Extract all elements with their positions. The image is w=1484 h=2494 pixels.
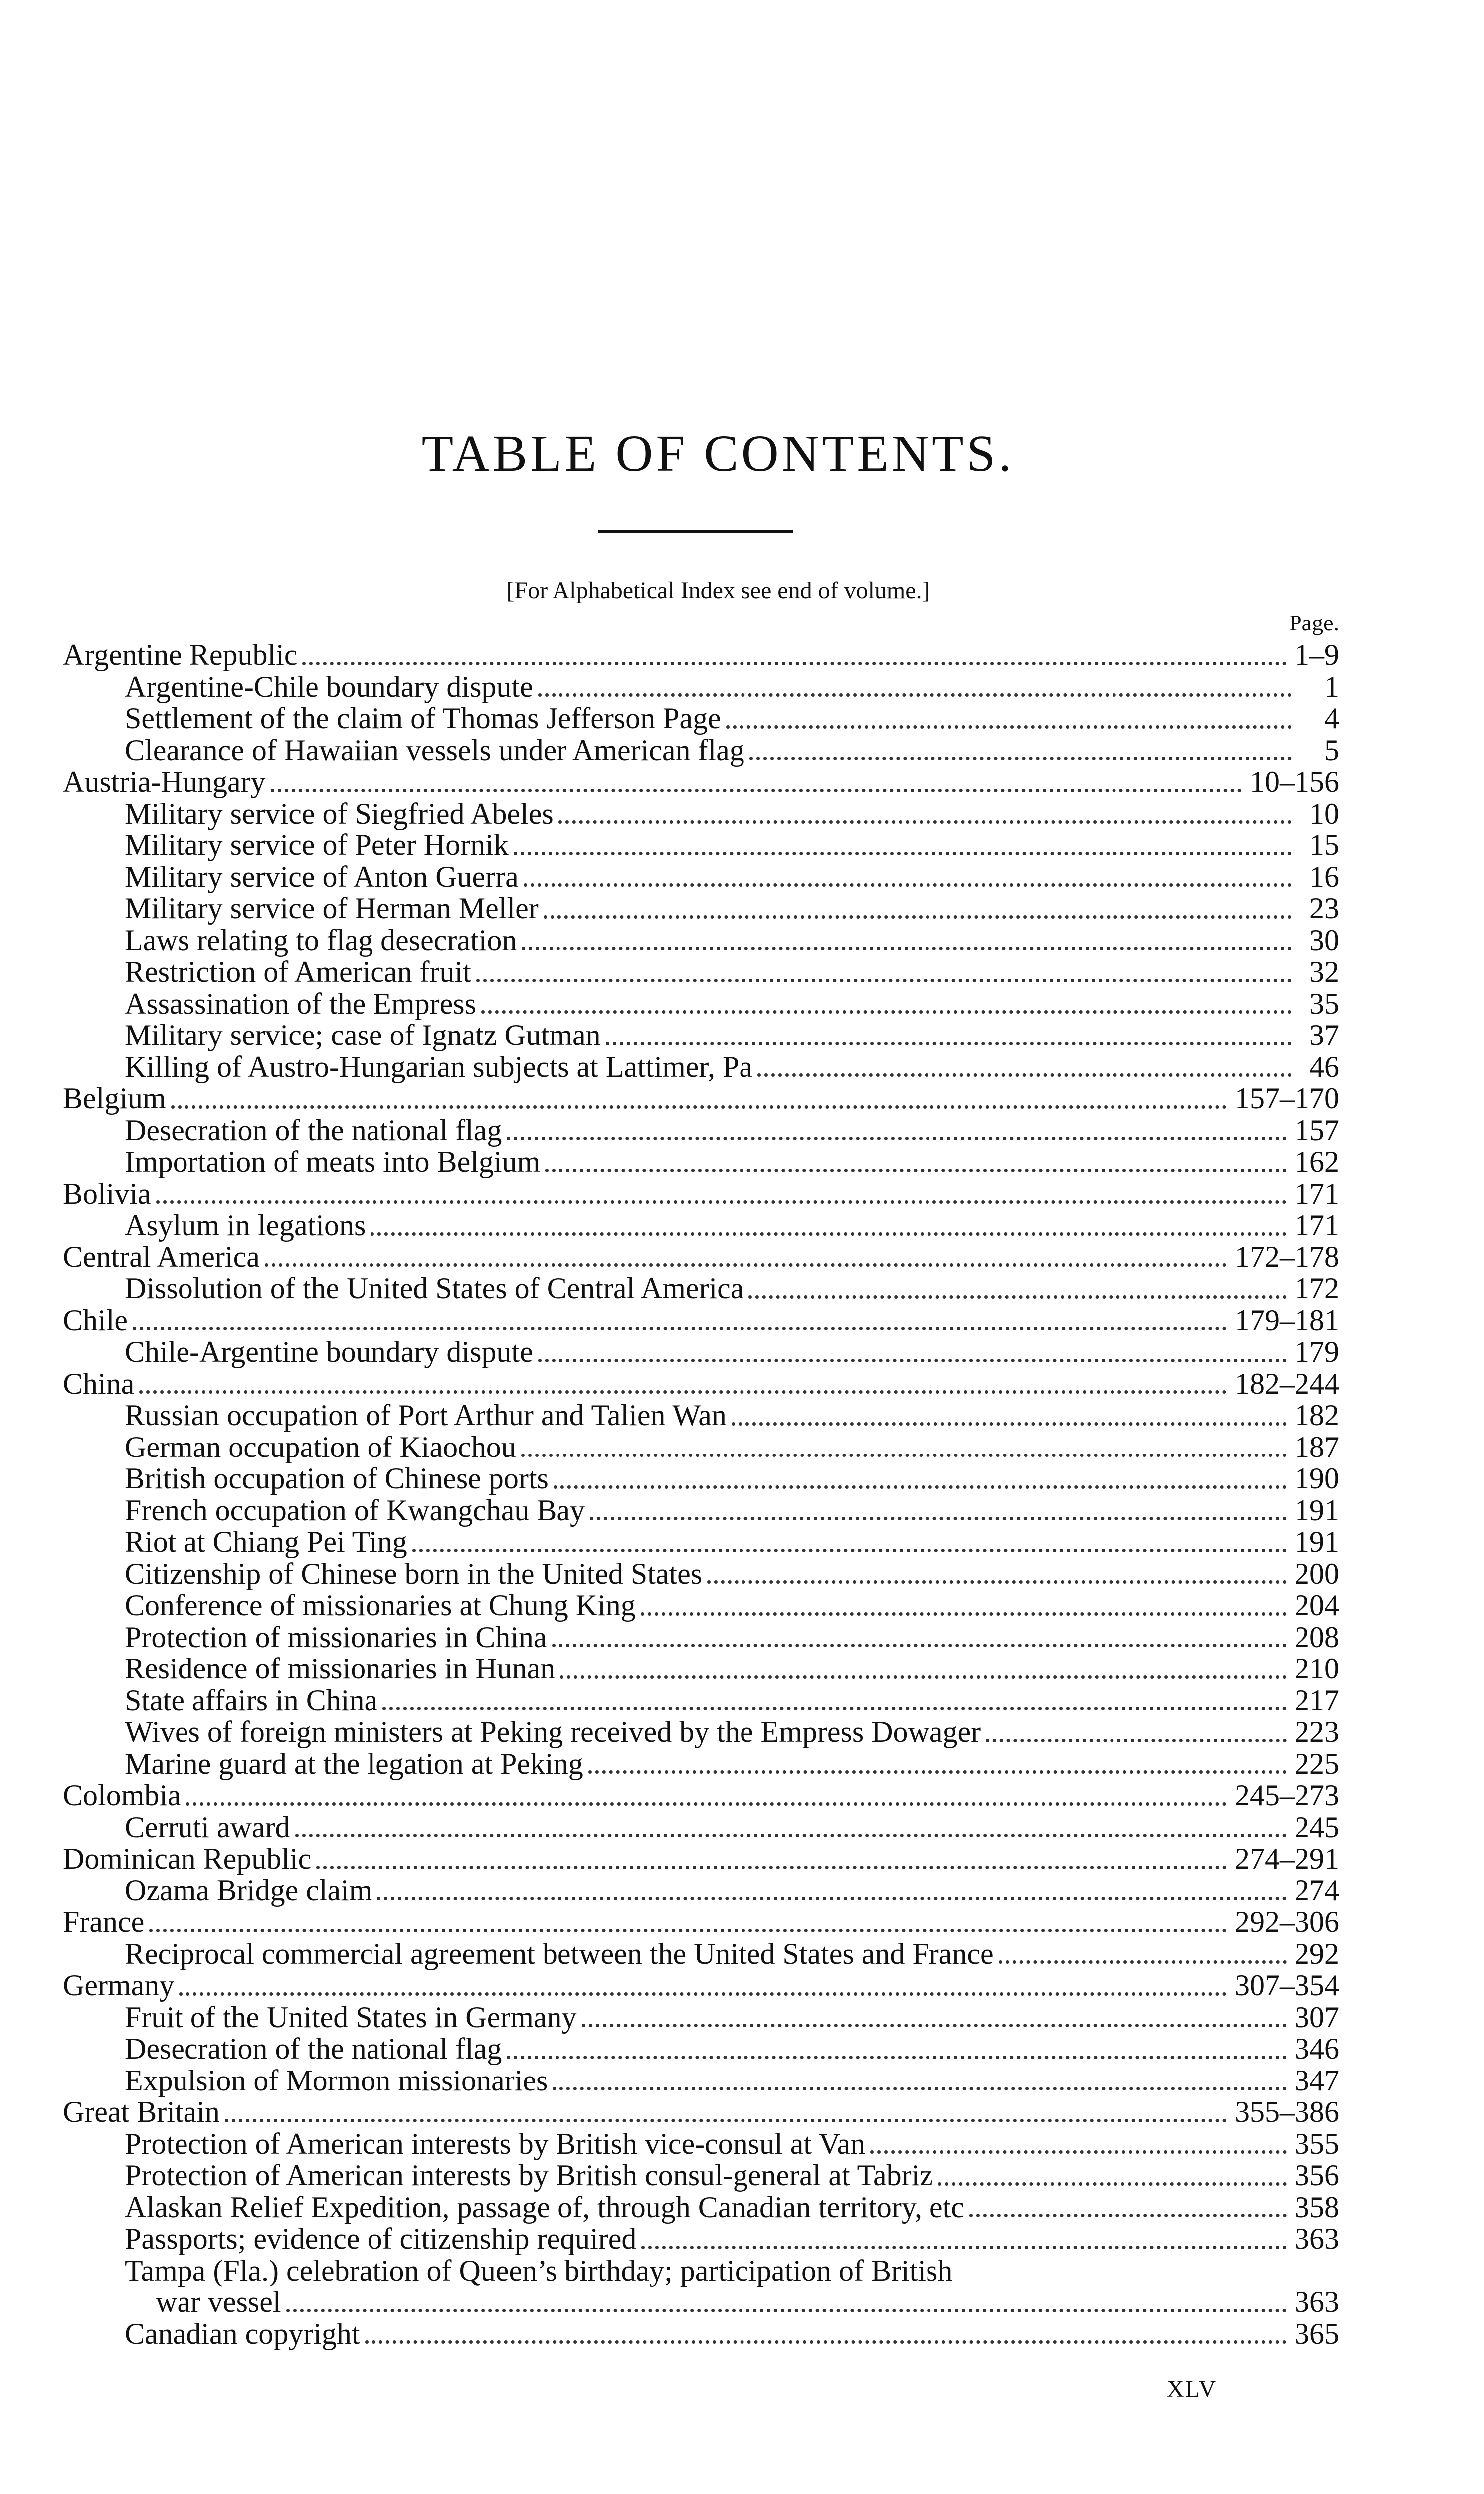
dot-leader <box>139 1390 1227 1394</box>
toc-subentry <box>63 861 1339 893</box>
dot-leader <box>641 2246 1287 2249</box>
entry-label: Military service; case of Ignatz Gutman <box>125 1019 601 1051</box>
entry-page-number: 245–273 <box>1235 1779 1339 1812</box>
toc-entry <box>63 1242 1339 1273</box>
dot-leader <box>507 2056 1287 2059</box>
entry-page-number: 245 <box>1295 1810 1339 1844</box>
dot-leader <box>382 1707 1287 1710</box>
page-title: TABLE OF CONTENTS. <box>421 425 1015 482</box>
entry-label: Settlement of the claim of Thomas Jefferson Page <box>125 702 721 735</box>
entry-page-number: 208 <box>1295 1620 1339 1654</box>
dot-leader <box>986 1739 1287 1742</box>
entry-page-number: 157 <box>1295 1113 1339 1147</box>
entry-label: Restriction of American fruit <box>125 955 471 988</box>
dot-leader <box>582 2024 1287 2027</box>
dot-leader <box>371 1232 1287 1236</box>
dot-leader <box>156 1200 1287 1204</box>
entry-label: Passports; evidence of citizenship required <box>125 2222 637 2255</box>
toc-subentry <box>63 830 1339 861</box>
entry-label: Great Britain <box>63 2095 220 2128</box>
dot-leader <box>558 820 1292 824</box>
entry-page-number: 172 <box>1295 1272 1339 1305</box>
toc-subentry <box>63 1526 1339 1558</box>
dot-leader <box>286 2309 1287 2312</box>
entry-page-number: 35 <box>1309 987 1339 1020</box>
toc-subentry <box>63 1020 1339 1051</box>
entry-page-number: 37 <box>1309 1019 1339 1051</box>
entry-page-number: 355–386 <box>1235 2095 1339 2128</box>
toc-subentry <box>63 2128 1339 2160</box>
toc-entry <box>63 1368 1339 1400</box>
toc-subentry <box>63 1812 1339 1844</box>
dot-leader <box>545 1169 1287 1172</box>
entry-page-number: 179–181 <box>1235 1303 1339 1337</box>
toc-subentry <box>63 1622 1339 1654</box>
toc-subentry <box>63 703 1339 735</box>
toc-entry <box>63 639 1339 671</box>
toc-subentry <box>63 1273 1339 1305</box>
entry-label: Austria-Hungary <box>63 765 266 798</box>
entry-label: Military service of Peter Hornik <box>125 829 509 861</box>
entry-page-number: 346 <box>1295 2032 1339 2065</box>
dot-leader <box>732 1422 1287 1426</box>
dot-leader <box>554 1485 1287 1489</box>
toc-entry <box>63 1083 1339 1115</box>
toc-subentry <box>63 1653 1339 1685</box>
toc-subentry <box>63 1051 1339 1083</box>
entry-label: French occupation of Kwangchau Bay <box>125 1493 585 1527</box>
dot-leader <box>316 1866 1227 1869</box>
entry-label: Reciprocal commercial agreement between the United States and France <box>125 1937 994 1970</box>
entry-page-number: 292–306 <box>1235 1905 1339 1938</box>
toc-subentry <box>63 1716 1339 1748</box>
entry-page-number: 46 <box>1309 1050 1339 1083</box>
entry-page-number: 10–156 <box>1250 765 1339 798</box>
dot-leader <box>748 1295 1287 1299</box>
entry-label: Dissolution of the United States of Central America <box>125 1272 744 1305</box>
dot-leader <box>476 979 1292 982</box>
entry-label: Laws relating to flag desecration <box>125 923 517 957</box>
entry-label: Residence of missionaries in Hunan <box>125 1652 556 1685</box>
entry-label: Argentine Republic <box>63 638 298 671</box>
dot-leader <box>522 947 1292 950</box>
entry-page-number: 182–244 <box>1235 1367 1339 1400</box>
entry-label: Fruit of the United States in Germany <box>125 2000 577 2034</box>
entry-label: Military service of Anton Guerra <box>125 860 519 893</box>
index-note: [For Alphabetical Index see end of volume.] <box>506 577 930 604</box>
entry-page-number: 363 <box>1295 2222 1339 2255</box>
toc-entry <box>63 1780 1339 1812</box>
toc-subentry <box>63 1495 1339 1527</box>
entry-page-number: 4 <box>1324 702 1339 735</box>
contents-list <box>63 639 1339 2350</box>
entry-page-number: 15 <box>1309 829 1339 861</box>
dot-leader <box>606 1042 1292 1045</box>
entry-label: Alaskan Relief Expedition, passage of, through Canadian territory, etc <box>125 2190 964 2224</box>
toc-subentry <box>63 1146 1339 1178</box>
dot-leader <box>757 1073 1292 1077</box>
dot-leader <box>265 1263 1227 1267</box>
dot-leader <box>365 2340 1287 2344</box>
toc-subentry <box>63 1210 1339 1242</box>
entry-label: Citizenship of Chinese born in the United States <box>125 1557 703 1590</box>
entry-label: Assassination of the Empress <box>125 987 476 1020</box>
entry-page-number: 307–354 <box>1235 1969 1339 2002</box>
toc-subentry <box>63 925 1339 957</box>
entry-label: Clearance of Hawaiian vessels under American flag <box>125 733 744 767</box>
toc-subentry <box>63 1748 1339 1780</box>
entry-label: Importation of meats into Belgium <box>125 1145 541 1178</box>
toc-subentry <box>63 2223 1339 2255</box>
entry-page-number: 347 <box>1295 2064 1339 2097</box>
toc-subentry <box>63 1115 1339 1147</box>
dot-leader <box>560 1675 1287 1679</box>
entry-page-number: 355 <box>1295 2127 1339 2160</box>
entry-label: Chile-Argentine boundary dispute <box>125 1335 533 1368</box>
toc-entry <box>63 1970 1339 2002</box>
entry-label: Protection of American interests by British consul-general at Tabriz <box>125 2159 933 2192</box>
toc-subentry <box>63 1590 1339 1622</box>
entry-page-number: 200 <box>1295 1557 1339 1590</box>
entry-page-number: 23 <box>1309 892 1339 925</box>
entry-label: Colombia <box>63 1779 181 1812</box>
entry-label: Argentine-Chile boundary dispute <box>125 670 533 703</box>
toc-subentry <box>63 1938 1339 1970</box>
dot-leader <box>302 662 1287 665</box>
toc-subentry <box>63 1875 1339 1907</box>
dot-leader <box>412 1549 1287 1552</box>
page-column-heading: Page. <box>1289 610 1339 635</box>
dot-leader <box>641 1612 1287 1616</box>
toc-subentry <box>63 2002 1339 2034</box>
dot-leader <box>938 2182 1287 2186</box>
entry-page-number: 171 <box>1295 1209 1339 1242</box>
dot-leader <box>481 1010 1292 1014</box>
toc-subentry <box>63 1400 1339 1432</box>
entry-label: Ozama Bridge claim <box>125 1873 372 1907</box>
toc-subentry <box>63 2065 1339 2097</box>
toc-entry <box>63 1305 1339 1337</box>
dot-leader <box>553 2087 1287 2090</box>
toc-subentry <box>63 2160 1339 2192</box>
toc-subentry <box>63 1685 1339 1717</box>
entry-page-number: 191 <box>1295 1525 1339 1558</box>
entry-continuation <box>125 2286 1339 2318</box>
dot-leader <box>271 789 1242 792</box>
toc-subentry <box>63 2318 1339 2350</box>
entry-label: France <box>63 1905 145 1938</box>
entry-page-number: 292 <box>1295 1937 1339 1970</box>
entry-label: Marine guard at the legation at Peking <box>125 1747 583 1780</box>
dot-leader <box>507 1137 1287 1140</box>
dot-leader <box>707 1580 1287 1584</box>
toc-entry <box>63 1906 1339 1938</box>
entry-label: Protection of missionaries in China <box>125 1620 547 1654</box>
dot-leader <box>524 883 1292 887</box>
dot-leader <box>538 1359 1287 1362</box>
dot-leader <box>133 1327 1227 1330</box>
entry-page-number: 162 <box>1295 1145 1339 1178</box>
toc-entry <box>63 766 1339 798</box>
entry-page-number: 191 <box>1295 1493 1339 1527</box>
entry-label: Russian occupation of Port Arthur and Talien Wan <box>125 1399 727 1432</box>
dot-leader <box>969 2214 1287 2217</box>
entry-page-number: 30 <box>1309 923 1339 957</box>
dot-leader <box>552 1644 1287 1647</box>
entry-label: Military service of Siegfried Abeles <box>125 797 554 830</box>
entry-page-number: 223 <box>1295 1715 1339 1748</box>
entry-page-number: 179 <box>1295 1335 1339 1368</box>
entry-label: Expulsion of Mormon missionaries <box>125 2064 548 2097</box>
entry-page-number: 1–9 <box>1295 638 1339 671</box>
dot-leader <box>521 1454 1287 1457</box>
toc-entry <box>63 1178 1339 1210</box>
page-folio: XLV <box>1167 2376 1217 2402</box>
entry-label: Cerruti award <box>125 1810 290 1844</box>
entry-label: Killing of Austro-Hungarian subjects at Lattimer, Pa <box>125 1050 753 1083</box>
entry-label-line2: war vessel <box>156 2286 281 2318</box>
entry-label: Conference of missionaries at Chung King <box>125 1589 636 1622</box>
toc-subentry <box>63 2033 1339 2065</box>
toc-subentry <box>63 1336 1339 1368</box>
toc-entry <box>63 2096 1339 2128</box>
entry-page-number: 307 <box>1295 2000 1339 2034</box>
entry-page-number: 157–170 <box>1235 1082 1339 1115</box>
entry-label: British occupation of Chinese ports <box>125 1462 549 1495</box>
entry-label: Canadian copyright <box>125 2317 360 2350</box>
dot-leader <box>726 725 1292 729</box>
entry-page-number: 363 <box>1295 2286 1339 2318</box>
entry-page-number: 182 <box>1295 1399 1339 1432</box>
toc-subentry <box>63 1463 1339 1495</box>
title-rule <box>598 530 793 533</box>
dot-leader <box>999 1960 1287 1964</box>
entry-page-number: 204 <box>1295 1589 1339 1622</box>
toc-subentry-wrapped <box>63 2255 1339 2318</box>
entry-label: Belgium <box>63 1082 166 1115</box>
toc-subentry <box>63 798 1339 830</box>
entry-page-number: 274 <box>1295 1873 1339 1907</box>
toc-entry <box>63 1843 1339 1875</box>
toc-subentry <box>63 735 1339 767</box>
entry-page-number: 358 <box>1295 2190 1339 2224</box>
toc-subentry <box>63 893 1339 925</box>
entry-label: Protection of American interests by British vice-consul at Van <box>125 2127 866 2160</box>
dot-leader <box>514 852 1292 855</box>
toc-subentry <box>63 1558 1339 1590</box>
entry-label: Central America <box>63 1240 260 1273</box>
dot-leader <box>544 915 1292 919</box>
entry-label: State affairs in China <box>125 1683 378 1717</box>
dot-leader <box>149 1929 1227 1932</box>
dot-leader <box>870 2150 1287 2154</box>
toc-subentry <box>63 956 1339 988</box>
entry-page-number: 190 <box>1295 1462 1339 1495</box>
entry-label: Riot at Chiang Pei Ting <box>125 1525 407 1558</box>
entry-page-number: 187 <box>1295 1430 1339 1463</box>
entry-page-number: 217 <box>1295 1683 1339 1717</box>
dot-leader <box>295 1834 1287 1837</box>
entry-page-number: 32 <box>1309 955 1339 988</box>
entry-label: Military service of Herman Meller <box>125 892 539 925</box>
entry-page-number: 1 <box>1324 670 1339 703</box>
entry-page-number: 10 <box>1309 797 1339 830</box>
toc-subentry <box>63 988 1339 1020</box>
dot-leader <box>171 1105 1227 1109</box>
entry-page-number: 356 <box>1295 2159 1339 2192</box>
dot-leader <box>590 1517 1287 1520</box>
dot-leader <box>538 693 1292 697</box>
entry-page-number: 274–291 <box>1235 1842 1339 1875</box>
dot-leader <box>377 1897 1287 1900</box>
dot-leader <box>179 1992 1227 1996</box>
dot-leader <box>225 2119 1227 2122</box>
entry-page-number: 365 <box>1295 2317 1339 2350</box>
entry-label: Desecration of the national flag <box>125 1113 502 1147</box>
entry-label: Desecration of the national flag <box>125 2032 502 2065</box>
entry-label: Dominican Republic <box>63 1842 312 1875</box>
entry-label: Chile <box>63 1303 128 1337</box>
dot-leader <box>588 1770 1287 1774</box>
entry-page-number: 171 <box>1295 1177 1339 1210</box>
entry-label: Wives of foreign ministers at Peking received by the Empress Dowager <box>125 1715 981 1748</box>
toc-subentry <box>63 2192 1339 2224</box>
toc-subentry <box>63 671 1339 703</box>
entry-label: Bolivia <box>63 1177 151 1210</box>
entry-label: China <box>63 1367 135 1400</box>
entry-label: Asylum in legations <box>125 1209 366 1242</box>
toc-subentry <box>63 1432 1339 1463</box>
entry-page-number: 225 <box>1295 1747 1339 1780</box>
entry-page-number: 172–178 <box>1235 1240 1339 1273</box>
entry-label: Germany <box>63 1969 175 2002</box>
entry-page-number: 16 <box>1309 860 1339 893</box>
entry-label-line1: Tampa (Fla.) celebration of Queen’s birthday; participation of British <box>125 2254 953 2287</box>
entry-page-number: 5 <box>1324 733 1339 767</box>
entry-label: German occupation of Kiaochou <box>125 1430 516 1463</box>
dot-leader <box>186 1802 1227 1806</box>
entry-page-number: 210 <box>1295 1652 1339 1685</box>
dot-leader <box>749 757 1292 760</box>
